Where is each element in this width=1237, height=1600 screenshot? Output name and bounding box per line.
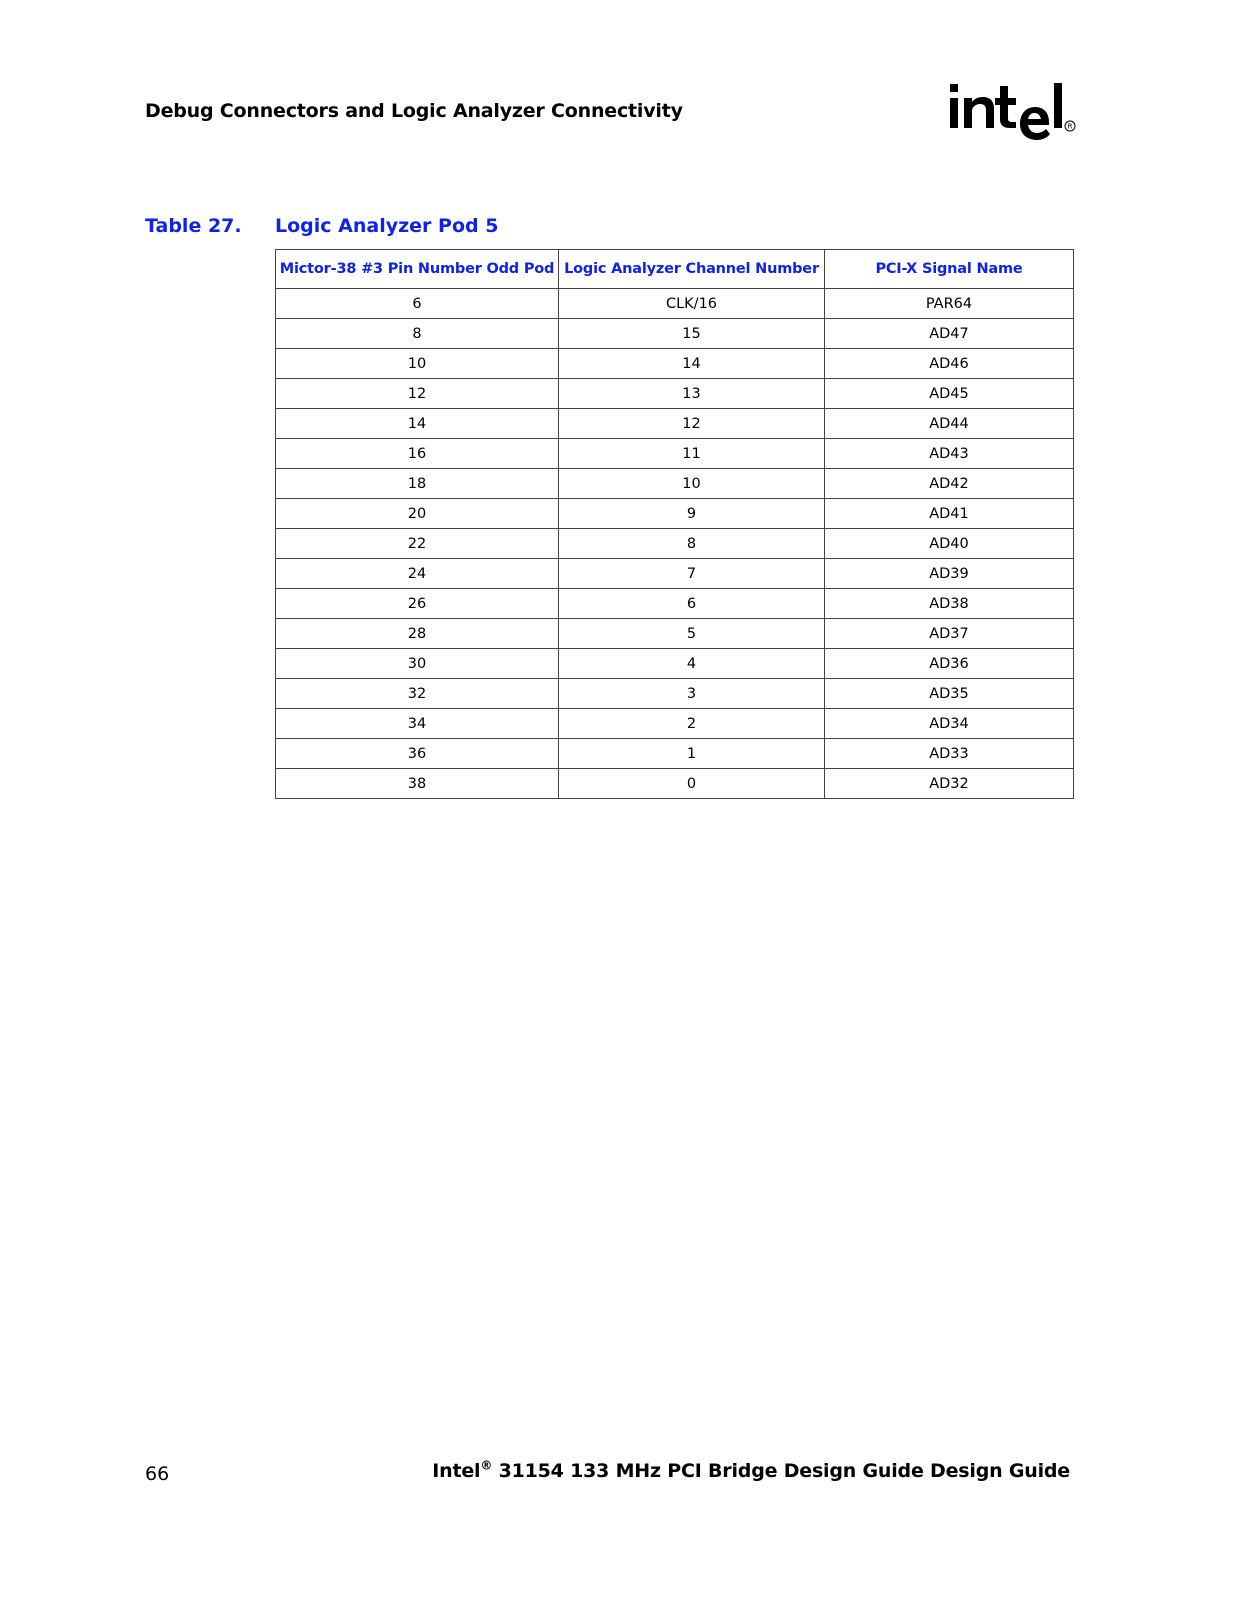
- table-row: [276, 709, 1074, 739]
- footer-title-text: 31154 133 MHz PCI Bridge Design Guide Design Guide: [492, 1460, 1070, 1482]
- channel-number-cell: 10: [559, 469, 825, 499]
- page-number: 66: [145, 1463, 170, 1485]
- signal-name-cell: AD45: [825, 379, 1074, 409]
- table-row: [276, 559, 1074, 589]
- table-row: [276, 379, 1074, 409]
- pin-number-cell: 28: [276, 619, 559, 649]
- channel-number-cell: 5: [559, 619, 825, 649]
- table-row: [276, 529, 1074, 559]
- table-row: [276, 649, 1074, 679]
- channel-number-cell: CLK/16: [559, 289, 825, 319]
- pin-number-cell: 24: [276, 559, 559, 589]
- pin-number-cell: 18: [276, 469, 559, 499]
- signal-name-cell: AD39: [825, 559, 1074, 589]
- column-header-pin-number: Mictor-38 #3 Pin Number Odd Pod: [276, 250, 559, 289]
- logic-analyzer-pod-table: [275, 249, 1074, 799]
- pin-number-cell: 36: [276, 739, 559, 769]
- signal-name-cell: AD41: [825, 499, 1074, 529]
- channel-number-cell: 0: [559, 769, 825, 799]
- channel-number-cell: 15: [559, 319, 825, 349]
- table-row: [276, 739, 1074, 769]
- table-row: [276, 619, 1074, 649]
- channel-number-cell: 4: [559, 649, 825, 679]
- svg-text:R: R: [1067, 122, 1073, 131]
- signal-name-cell: AD40: [825, 529, 1074, 559]
- channel-number-cell: 14: [559, 349, 825, 379]
- pin-number-cell: 20: [276, 499, 559, 529]
- table-header-row: [276, 250, 1074, 289]
- pin-number-cell: 26: [276, 589, 559, 619]
- channel-number-cell: 8: [559, 529, 825, 559]
- table-row: [276, 499, 1074, 529]
- signal-name-cell: AD35: [825, 679, 1074, 709]
- pin-number-cell: 12: [276, 379, 559, 409]
- pin-number-cell: 22: [276, 529, 559, 559]
- channel-number-cell: 7: [559, 559, 825, 589]
- running-header: Debug Connectors and Logic Analyzer Connectivity: [145, 100, 683, 122]
- table-number: Table 27.: [145, 215, 242, 237]
- pin-number-cell: 38: [276, 769, 559, 799]
- channel-number-cell: 9: [559, 499, 825, 529]
- signal-name-cell: AD43: [825, 439, 1074, 469]
- pin-number-cell: 30: [276, 649, 559, 679]
- signal-name-cell: AD42: [825, 469, 1074, 499]
- channel-number-cell: 1: [559, 739, 825, 769]
- channel-number-cell: 6: [559, 589, 825, 619]
- column-header-signal-name: PCI-X Signal Name: [825, 250, 1074, 289]
- pin-number-cell: 16: [276, 439, 559, 469]
- table-caption: [145, 215, 498, 237]
- signal-name-cell: AD37: [825, 619, 1074, 649]
- signal-name-cell: PAR64: [825, 289, 1074, 319]
- channel-number-cell: 3: [559, 679, 825, 709]
- pin-number-cell: 6: [276, 289, 559, 319]
- pin-number-cell: 8: [276, 319, 559, 349]
- table-title: Logic Analyzer Pod 5: [275, 215, 499, 237]
- table-row: [276, 469, 1074, 499]
- intel-logo: [948, 78, 1078, 150]
- channel-number-cell: 12: [559, 409, 825, 439]
- table-row: [276, 349, 1074, 379]
- signal-name-cell: AD36: [825, 649, 1074, 679]
- column-header-channel-number: Logic Analyzer Channel Number: [559, 250, 825, 289]
- table-row: [276, 319, 1074, 349]
- footer-document-title: [432, 1460, 1070, 1482]
- signal-name-cell: AD38: [825, 589, 1074, 619]
- signal-name-cell: AD32: [825, 769, 1074, 799]
- table-row: [276, 589, 1074, 619]
- footer-brand: Intel: [432, 1460, 481, 1482]
- signal-name-cell: AD46: [825, 349, 1074, 379]
- signal-name-cell: AD33: [825, 739, 1074, 769]
- table-row: [276, 439, 1074, 469]
- table-row: [276, 289, 1074, 319]
- pin-number-cell: 14: [276, 409, 559, 439]
- signal-name-cell: AD47: [825, 319, 1074, 349]
- table-row: [276, 409, 1074, 439]
- pin-number-cell: 34: [276, 709, 559, 739]
- registered-mark: ®: [480, 1458, 493, 1473]
- signal-name-cell: AD44: [825, 409, 1074, 439]
- pin-number-cell: 10: [276, 349, 559, 379]
- channel-number-cell: 13: [559, 379, 825, 409]
- channel-number-cell: 11: [559, 439, 825, 469]
- pin-number-cell: 32: [276, 679, 559, 709]
- signal-name-cell: AD34: [825, 709, 1074, 739]
- table-row: [276, 769, 1074, 799]
- channel-number-cell: 2: [559, 709, 825, 739]
- table-row: [276, 679, 1074, 709]
